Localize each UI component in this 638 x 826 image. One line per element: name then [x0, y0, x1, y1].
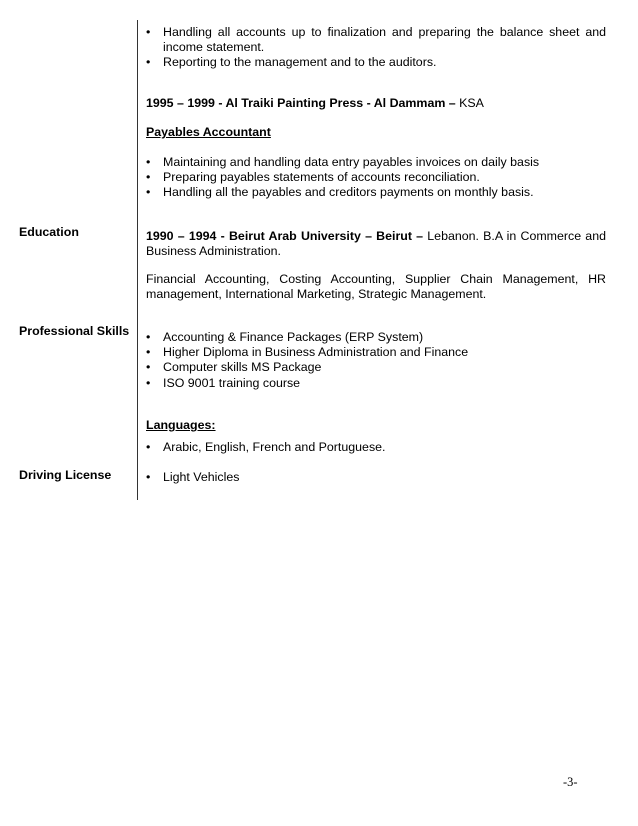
professional-skills-label: Professional Skills — [19, 324, 130, 338]
education-degree: Lebanon. B.A in Commerce and Business Administration. — [146, 229, 606, 259]
bullet-list — [146, 25, 606, 71]
page-number: -3- — [563, 775, 578, 789]
list-item-text: Handling all accounts up to finalization and preparing the balance sheet and income statement. — [163, 25, 606, 55]
list-item — [146, 185, 606, 200]
list-item — [146, 470, 606, 485]
bullet-icon: • — [146, 55, 151, 70]
job-heading — [146, 96, 484, 110]
bullet-icon: • — [146, 185, 151, 200]
bullet-icon: • — [146, 375, 151, 390]
professional-skills-list — [146, 330, 606, 391]
bullet-list — [146, 440, 606, 455]
list-item — [146, 155, 606, 170]
list-item-text: Arabic, English, French and Portuguese. — [163, 440, 386, 454]
list-item — [146, 55, 606, 70]
bullet-icon: • — [146, 440, 151, 454]
list-item-text: Maintaining and handling data entry payables invoices on daily basis — [163, 155, 540, 169]
job-duties — [146, 155, 606, 201]
bullet-icon: • — [146, 170, 151, 185]
list-item-text: ISO 9001 training course — [163, 375, 301, 390]
list-item — [146, 170, 606, 185]
driving-license-list — [146, 470, 606, 485]
job-country: KSA — [455, 96, 484, 110]
list-item — [146, 376, 606, 391]
education-label: Education — [19, 225, 79, 239]
bullet-icon: • — [146, 155, 151, 169]
bullet-icon: • — [146, 345, 151, 360]
job-title: Payables Accountant — [146, 125, 271, 139]
list-item — [146, 440, 606, 455]
education-period-institution: 1990 – 1994 - Beirut Arab University – Beirut – — [146, 229, 424, 243]
bullet-list — [146, 470, 606, 485]
list-item-text: Handling all the payables and creditors payments on monthly basis. — [163, 185, 534, 200]
bullet-icon: • — [146, 25, 151, 39]
driving-license-label: Driving License — [19, 468, 112, 482]
bullet-list — [146, 330, 606, 391]
list-item-text: Computer skills MS Package — [163, 360, 322, 375]
list-item-text: Accounting & Finance Packages (ERP System) — [163, 330, 424, 344]
bullet-icon: • — [146, 470, 151, 484]
education-heading — [146, 229, 606, 259]
list-item-text: Reporting to the management and to the auditors. — [163, 55, 437, 70]
job-period-employer: 1995 – 1999 - Al Traiki Painting Press - Al Dammam – — [146, 96, 456, 110]
list-item-text: Higher Diploma in Business Administration and Finance — [163, 345, 469, 360]
list-item — [146, 330, 606, 345]
column-divider — [137, 20, 138, 500]
previous-job-duties — [146, 25, 606, 71]
list-item — [146, 360, 606, 375]
languages-title: Languages: — [146, 418, 216, 432]
list-item — [146, 345, 606, 360]
education-courses: Financial Accounting, Costing Accounting, Supplier Chain Management, HR management, International Marketing, Strategic Management. — [146, 272, 606, 302]
list-item-text: Light Vehicles — [163, 470, 240, 484]
list-item-text: Preparing payables statements of accounts reconciliation. — [163, 170, 480, 185]
list-item — [146, 25, 606, 55]
bullet-icon: • — [146, 360, 151, 375]
languages-list — [146, 440, 606, 455]
bullet-list — [146, 155, 606, 201]
bullet-icon: • — [146, 330, 151, 344]
